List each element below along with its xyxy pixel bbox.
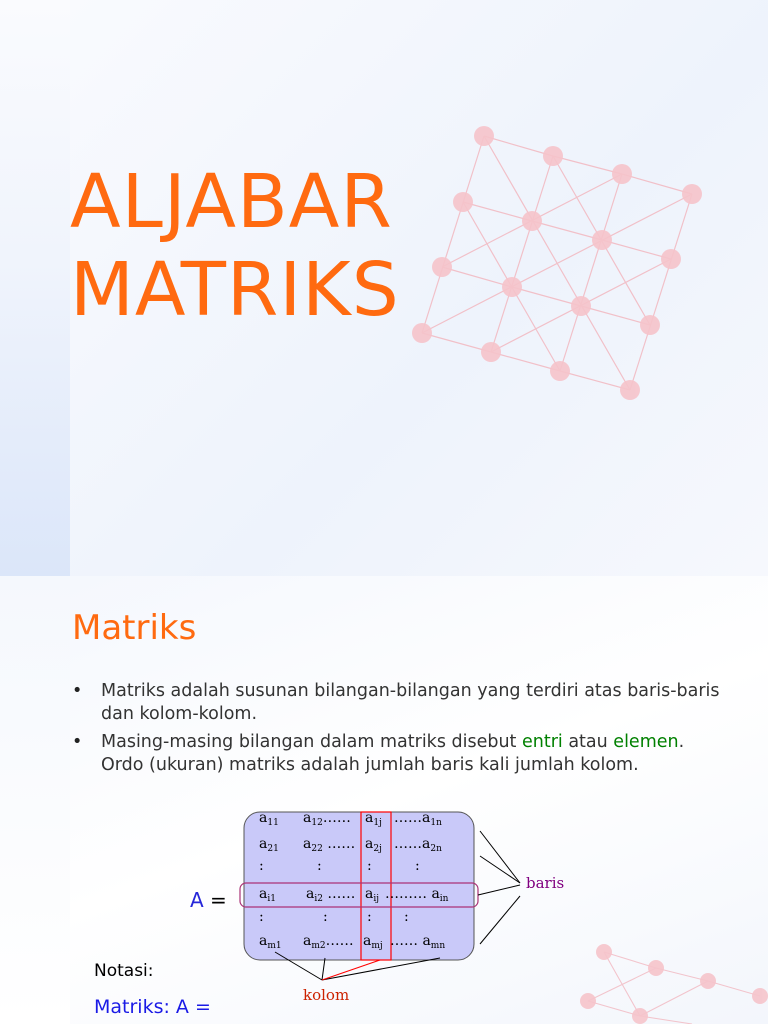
svg-text:a12……: $a_{12}\dots\dots$ <box>303 810 351 828</box>
svg-text:ai2 ……: $a_{i2}$ …… <box>306 886 356 904</box>
bullet-icon: • <box>72 732 83 752</box>
svg-text::: : <box>323 909 328 925</box>
svg-text:a21: $a_{21}$ <box>259 836 279 854</box>
baris-label: baris <box>526 874 565 892</box>
svg-text::: : <box>367 858 372 874</box>
matriks-slide <box>0 576 768 1024</box>
list-item <box>70 731 720 777</box>
svg-text:a1j: $a_{1j}$ <box>365 810 382 828</box>
matrix-name: A <box>190 888 204 912</box>
matriks-notation: Matriks: A = <box>94 996 211 1018</box>
svg-text::: : <box>367 909 372 925</box>
svg-text:am1: $a_{m1}$ <box>259 933 282 951</box>
svg-text:a2j: $a_{2j}$ <box>365 836 382 854</box>
bullet-text-2-mid: atau <box>562 732 614 752</box>
svg-text::: : <box>317 858 322 874</box>
bullet-text-2-pre: Masing-masing bilangan dalam matriks disebut <box>101 732 522 752</box>
notasi-label: Notasi: <box>94 961 154 981</box>
list-item <box>70 680 720 726</box>
svg-text::: : <box>404 909 409 925</box>
term-entri: entri <box>521 732 563 752</box>
bullet-text-2-post: . Ordo (ukuran) matriks adalah jumlah baris kali jumlah kolom. <box>101 732 685 775</box>
svg-text:amj: $a_{mj}$ <box>363 933 383 951</box>
slide-heading: Matriks <box>72 608 197 648</box>
svg-text:aij: $a_{ij}$ <box>365 886 380 904</box>
svg-text::: : <box>259 909 264 925</box>
slide-title <box>70 158 400 334</box>
kolom-label: kolom <box>303 986 350 1004</box>
title-line-2: MATRIKS <box>70 247 400 333</box>
matrix-label <box>190 888 227 912</box>
bullet-text-1: Matriks adalah susunan bilangan-bilangan yang terdiri atas baris-baris dan kolom-kolom. <box>101 681 720 724</box>
matrix-diagram <box>230 806 580 1006</box>
svg-text:a11: $a_{11}$ <box>259 810 279 828</box>
title-line-1: ALJABAR <box>70 159 393 245</box>
equals-sign: = <box>210 888 227 912</box>
svg-text:……… ain: ……… $a_{in}$ <box>385 886 449 904</box>
svg-text:am2……: $a_{m2}\dots\dots$ <box>303 933 354 951</box>
svg-text:……a1n: $\dots\dots a_{1n}$ <box>394 810 442 828</box>
term-elemen: elemen <box>613 732 679 752</box>
svg-text::: : <box>259 858 264 874</box>
bullet-icon: • <box>72 681 83 701</box>
svg-text:……a2n: $\dots\dots a_{2n}$ <box>394 836 442 854</box>
svg-text:a22 ……: $a_{22}$ …… <box>303 836 356 854</box>
bullet-list <box>70 680 720 782</box>
svg-text:ai1: $a_{i1}$ <box>259 886 276 904</box>
svg-text:…… amn: …… $a_{mn}$ <box>390 933 446 951</box>
svg-text::: : <box>415 858 420 874</box>
